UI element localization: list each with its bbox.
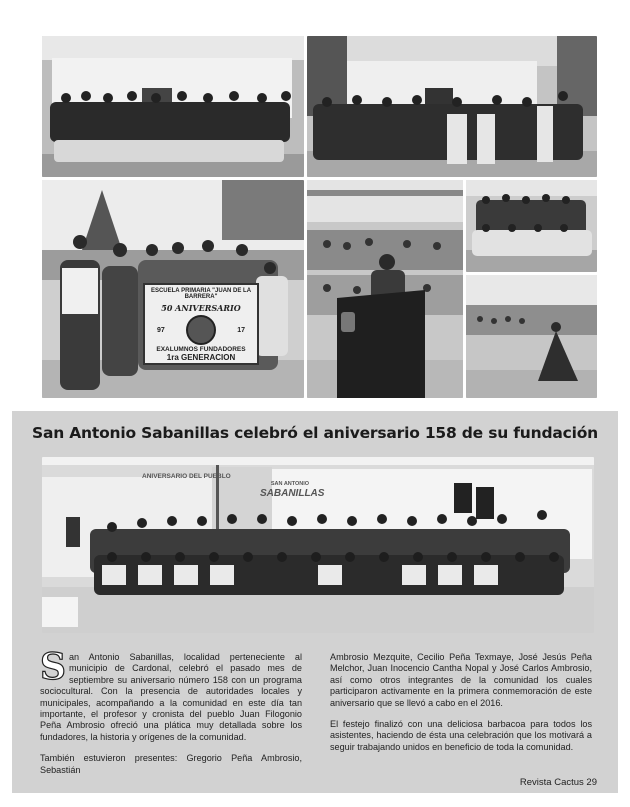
banner-sabanillas: SABANILLAS (260, 488, 325, 499)
photo-children-group (466, 180, 597, 272)
article-column-1 (40, 646, 302, 786)
sign-year-right: 17 (237, 326, 245, 334)
banner-aniversario: ANIVERSARIO DEL PUEBLO (142, 473, 231, 480)
article-paragraph-2: También estuvieron presentes: Gregorio Peña Ambrosio, Sebastián (40, 753, 302, 775)
page-footer: Revista Cactus 29 (519, 777, 597, 788)
photo-ceremony-group (307, 36, 597, 177)
sign-school-name: ESCUELA PRIMARIA "JUAN DE LA BARRERA" (150, 288, 252, 300)
article-paragraph-4: El festejo finalizó con una deliciosa barbacoa para todos los asistentes, haciendo de ésta una celebración que los motivará a seguir trabajando unidos en beneficio de toda la comunidad. (330, 719, 592, 752)
article-column-2 (330, 652, 592, 763)
sign-generation: 1ra GENERACION (166, 353, 236, 362)
sign-anniversary: 50 ANIVERSARIO (161, 303, 241, 313)
drop-cap: S (40, 646, 66, 688)
article-title: San Antonio Sabanillas celebró el aniversario 158 de su fundación (31, 424, 599, 442)
anniversary-sign (143, 283, 259, 365)
article-paragraph-3: Ambrosio Mezquite, Cecilio Peña Texmaye, José Jesús Peña Melchor, Juan Inocencio Cantha Nopal y José Carlos Ambrosio, así como otros integrantes de la comunidad los cuales participaron activamente en la primera conmemoración de este aniversario que se llevó a cabo en el 2016. (330, 652, 592, 708)
photo-dancer (466, 275, 597, 398)
sign-year-left: 97 (157, 326, 165, 334)
banner-san-antonio: SAN ANTONIO (270, 481, 310, 487)
sign-founders: EXALUMNOS FUNDADORES (156, 346, 246, 353)
school-seal-icon (186, 315, 216, 345)
photo-podium-speaker (307, 180, 463, 398)
article-paragraph-1: an Antonio Sabanillas, localidad perteneciente al municipio de Cardonal, celebró el pasado mes de septiembre su aniversario número 158 con un programa sociocultural. Con la presencia de autoridades locales y municipales, acompañando a la comunidad en este día tan importante, el profesor y cronista del pueblo Juan Filogonio Peña Ambrosio ofreció una plática muy detallada sobre los fundadores, la historia y orígenes de la comunidad. (40, 652, 302, 742)
photo-school-group (42, 36, 304, 177)
photo-anniversary-group (42, 457, 594, 633)
